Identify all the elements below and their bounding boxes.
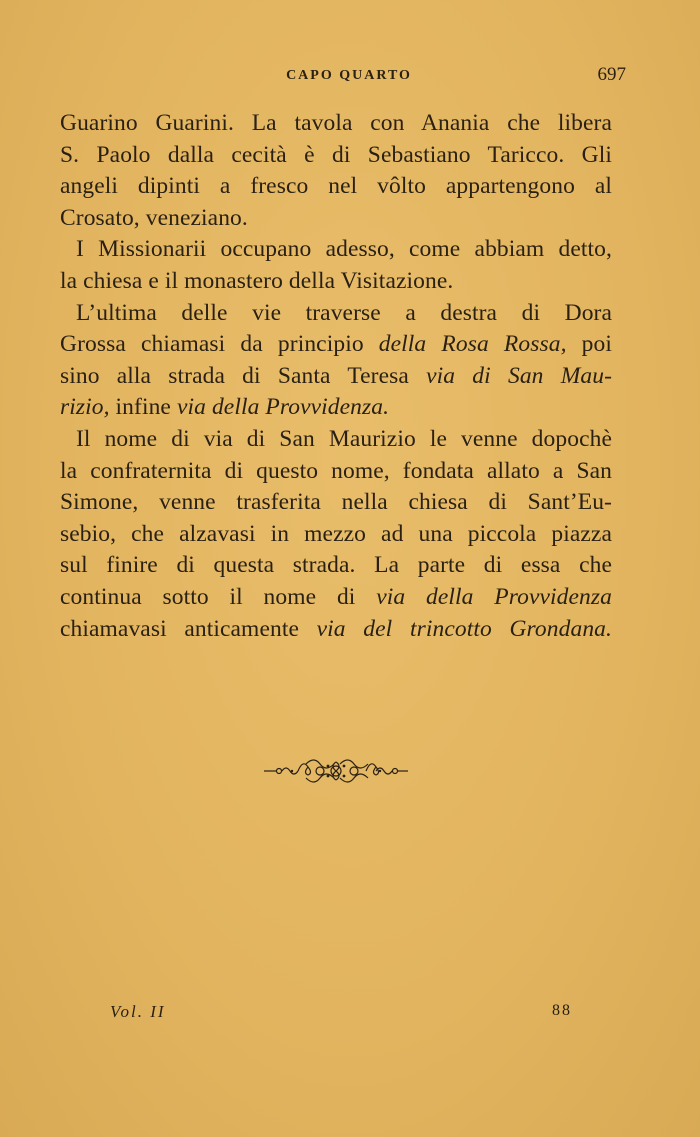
body-text bbox=[60, 108, 612, 645]
text-run: poi bbox=[566, 331, 612, 358]
text-run: sul finire di questa strada. La parte di essa che bbox=[60, 552, 612, 579]
text-line bbox=[60, 266, 612, 298]
text-line bbox=[60, 171, 612, 203]
text-run: Guarino Guarini. La tavola con Anania che libera bbox=[60, 110, 612, 136]
italic-text: via di San Mau- bbox=[426, 362, 613, 389]
text-line bbox=[60, 614, 612, 646]
text-run: Il nome di via di San Maurizio le venne dopochè bbox=[76, 425, 612, 452]
text-run: I Missionarii occupano adesso, come abbiam detto, bbox=[76, 236, 612, 263]
text-run: infine bbox=[109, 394, 177, 421]
sheet-number: 88 bbox=[552, 1002, 572, 1019]
text-run: chiamavasi anticamente bbox=[60, 615, 317, 642]
text-line bbox=[60, 329, 612, 361]
text-run: sebio, che alzavasi in mezzo ad una piccola piazza bbox=[60, 520, 612, 547]
text-line bbox=[60, 140, 612, 172]
italic-text: via del trincotto Grondana. bbox=[316, 615, 612, 642]
text-run: continua sotto il nome di bbox=[60, 583, 377, 610]
italic-text: via della Provvidenza. bbox=[176, 394, 390, 421]
text-run: L’ultima delle vie traverse a destra di Dora bbox=[76, 299, 612, 326]
text-line bbox=[60, 519, 612, 551]
italic-text: rizio, bbox=[60, 394, 110, 421]
page-header bbox=[60, 64, 638, 88]
italic-text: della Rosa Rossa, bbox=[378, 331, 567, 358]
text-run: S. Paolo dalla cecità è di Sebastiano Taricco. Gli bbox=[60, 141, 612, 168]
text-run: Grossa chiamasi da principio bbox=[60, 331, 379, 358]
text-line bbox=[60, 298, 612, 330]
text-line bbox=[60, 203, 612, 235]
signature-mark: Vol. II bbox=[110, 1002, 166, 1021]
text-run: la chiesa e il monastero della Visitazione. bbox=[60, 267, 454, 294]
text-line bbox=[60, 582, 612, 614]
text-line bbox=[60, 361, 612, 393]
text-run: Simone, venne trasferita nella chiesa di Sant’Eu- bbox=[60, 489, 612, 516]
running-title: CAPO QUARTO bbox=[286, 68, 412, 83]
text-line bbox=[60, 108, 612, 140]
text-line bbox=[60, 234, 612, 266]
text-run: Crosato, veneziano. bbox=[60, 204, 248, 231]
text-line bbox=[60, 487, 612, 519]
text-line bbox=[60, 424, 612, 456]
text-run: la confraternita di questo nome, fondata allato a San bbox=[60, 457, 612, 484]
text-line bbox=[60, 550, 612, 582]
text-line bbox=[60, 456, 612, 488]
italic-text: via della Provvidenza bbox=[376, 583, 612, 610]
text-run: angeli dipinti a fresco nel vôlto appartengono al bbox=[60, 173, 612, 200]
text-run: sino alla strada di Santa Teresa bbox=[60, 362, 427, 389]
page-number: 697 bbox=[597, 64, 626, 85]
floral-ornament-icon bbox=[262, 754, 410, 788]
text-line bbox=[60, 392, 612, 424]
